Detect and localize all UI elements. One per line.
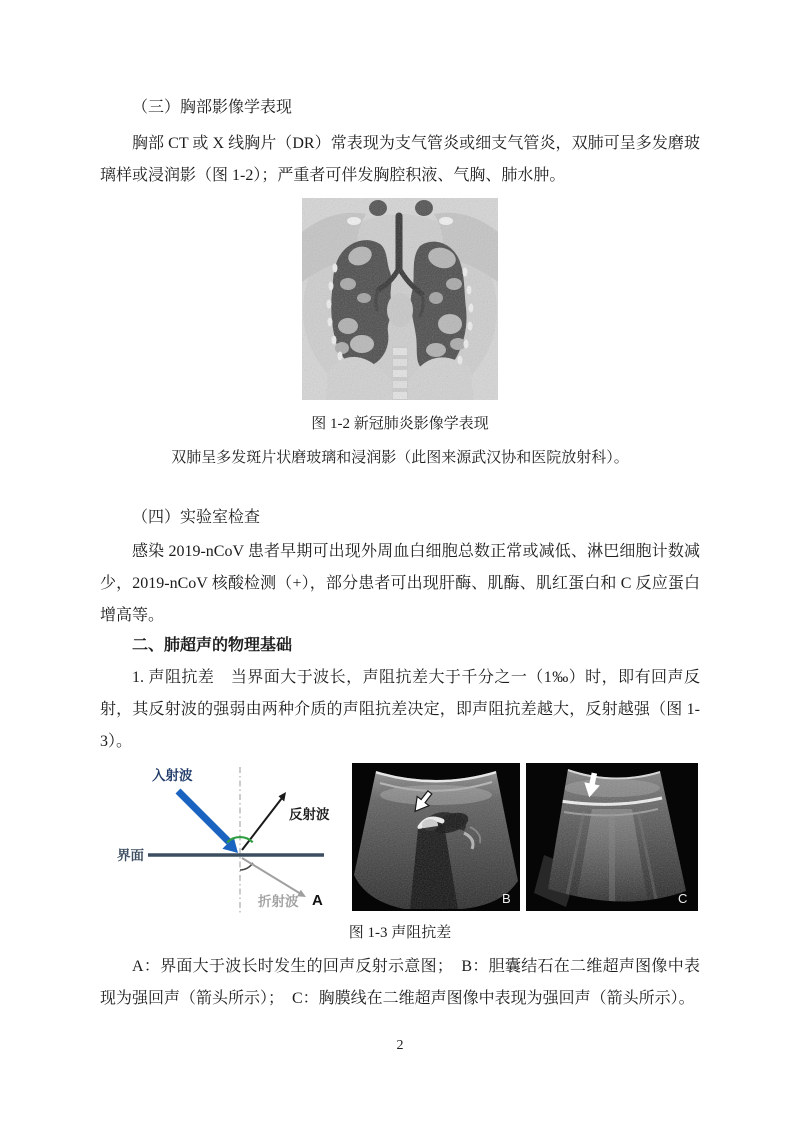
figure-1-2 (100, 198, 700, 400)
refracted-wave-arrow (242, 858, 301, 894)
chest-ct-image (302, 198, 498, 400)
section-4-paragraph: 感染 2019-nCoV 患者早期可出现外周血白细胞总数正常或减低、淋巴细胞计数减少，2019-nCoV 核酸检测（+），部分患者可出现肝酶、肌酶、肌红蛋白和 C 反应蛋白增高等。 (100, 543, 700, 624)
section-4-heading: （四）实验室检查 (132, 509, 261, 526)
figure-1-3 (100, 763, 700, 915)
section-2-heading: 二、肺超声的物理基础 (132, 637, 293, 654)
figure-1-3-caption: 图 1-3 声阻抗差 (348, 925, 452, 941)
page-number: 2 (396, 1038, 404, 1053)
figure-1-3-note: A：界面大于波长时发生的回声反射示意图； B：胆囊结石在二维超声图像中表现为强回声（箭头所示）； C：胸膜线在二维超声图像中表现为强回声（箭头所示）。 (100, 958, 700, 1007)
ultrasound-image-gallstone (352, 763, 520, 911)
panel-b-label: B (502, 891, 511, 906)
ultrasound-image-pleural-line (526, 763, 698, 911)
reflected-wave-arrow (242, 798, 282, 850)
incident-wave-label: 入射波 (152, 768, 193, 783)
refracted-wave-label: 折射波 (258, 894, 299, 909)
incident-wave-arrow (178, 791, 229, 842)
reflected-wave-label: 反射波 (289, 807, 330, 822)
figure-1-2-subcaption: 双肺呈多发斑片状磨玻璃和浸润影（此图来源武汉协和医院放射科）。 (171, 450, 629, 466)
panel-c-label: C (678, 891, 688, 906)
page-content (100, 0, 700, 1015)
figure-1-2-caption: 图 1-2 新冠肺炎影像学表现 (311, 416, 489, 432)
point-a-label: A (312, 892, 323, 909)
section-3-paragraph: 胸部 CT 或 X 线胸片（DR）常表现为支气管炎或细支气管炎，双肺可呈多发磨玻璃样或浸润影（图 1-2）；严重者可伴发胸腔积液、气胸、肺水肿。 (100, 135, 700, 184)
reflection-diagram (108, 763, 338, 915)
interface-label: 界面 (117, 848, 144, 863)
acoustic-impedance-paragraph: 1. 声阻抗差 当界面大于波长，声阻抗差大于千分之一（1‰）时，即有回声反射，其反射波的强弱由两种介质的声阻抗差决定，即声阻抗差越大，反射越强（图 1-3）。 (100, 669, 700, 750)
section-3-heading: （三）胸部影像学表现 (132, 99, 293, 116)
